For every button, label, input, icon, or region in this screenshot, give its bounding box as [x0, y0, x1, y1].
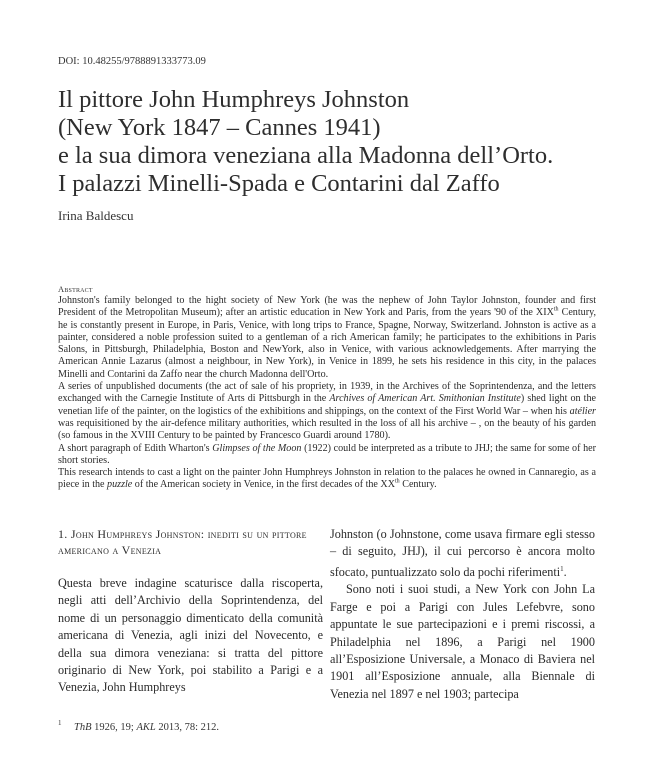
right-paragraph-1: Johnston (o Johnstone, come usava firmare egli stesso – di seguito, JHJ), il cui percorso è ancora molto sfocato, puntualizzato solo da pochi riferimenti$^1$. [330, 527, 595, 579]
left-paragraph: Questa breve indagine scaturisce dalla riscoperta, negli atti dell’Archivio della Soprintendenza, del nome di un personaggio dimenticato della comunità americana di Venezia, agli inizi del Novecento, e della sua dimora veneziana: si tratta del pittore originario di New York, poi stabilito a Parigi e a Venezia, John Humphreys [58, 576, 323, 695]
title-line-1: Il pittore John Humphreys Johnston [58, 86, 410, 113]
article-title [58, 86, 618, 198]
abstract-paragraph-1: Johnston's family belonged to the hight society of New York (he was the nephew of John Taylor Johnston, founder and first President of the Metropolitan Museum); after an artistic education in New York and Paris, from the years '90 of the XIXth Century, he is constantly present in Europe, in Paris, Venice, with long trips to France, Spagne, Norway, Switzerland. Johnston is active as a painter, considered a noble profession suited to a gentleman of a rich American family; he participates to the exhibitions in Paris Salons, in Pittsburgh, Philadelphia, Boston and NewYork, also in Venice, with various acknowledgements. After marrying the American Annie Lazarus (almost a neighbour, in New York), in Venice in 1899, he sets his residence in this city, in the palaces Minelli and Contarini da Zaffo near the church Madonna dell'Orto. [58, 295, 596, 380]
title-line-3: e la sua dimora veneziana alla Madonna dell’Orto. [58, 142, 554, 169]
abstract-paragraph-4: This research intends to cast a light on the painter John Humphreys Johnston in relation to the palaces he owned in Cannaregio, as a piece in the puzzle of the American society in Venice, in the first decades of the XXth Century. [58, 467, 596, 491]
abstract-paragraph-2: A series of unpublished documents (the act of sale of his propriety, in 1939, in the Archives of the Soprintendenza, and the letters exchanged with the Carnegie Institute of Arts di Pittsburgh in the Archives of American Art. Smithonian Institute) shed light on the venetian life of the painter, on the logistics of the exhibitions and shippings, on the context of the First World War – when his atélier was requisitioned by the air-defence military authorities, which resulted in the loss of all his archive – , on the beauty of his garden (so famous in the XVIII Century to be painted by Francesco Guardi around 1780). [58, 381, 596, 442]
right-paragraph-2: Sono noti i suoi studi, a New York con John La Farge e poi a Parigi con Jules Lefebvre, sono appuntate le sue partecipazioni e i premi riscossi, a Philadelphia nel 1896, a Parigi nel 1900 all’Esposizione Universale, a Monaco di Baviera nel 1901 all’Esposizione annuale, alla Biennale di Venezia nel 1897 e nel 1903; partecipa [330, 582, 595, 701]
left-column [58, 526, 323, 697]
footnote: 1 ThB 1926, 19; AKL 2013, 78: 212. [58, 719, 219, 733]
title-line-2: (New York 1847 – Cannes 1941) [58, 114, 381, 141]
section-heading: 1. John Humphreys Johnston: inediti su un pittore americano a Venezia [58, 527, 307, 557]
footnote-mark: 1 [58, 719, 62, 727]
abstract-heading: Abstract [58, 284, 93, 294]
right-column [330, 526, 595, 703]
author-name: Irina Baldescu [58, 208, 134, 223]
title-line-4: I palazzi Minelli-Spada e Contarini dal Zaffo [58, 170, 500, 197]
abstract-body [58, 295, 596, 492]
footnote-ref[interactable]: 1 [560, 564, 564, 573]
abstract-paragraph-3: A short paragraph of Edith Wharton's Glimpses of the Moon (1922) could be interpreted as a tribute to JHJ; the same for some of her short stories. [58, 442, 596, 466]
doi-line: DOI: 10.48255/9788891333773.09 [58, 56, 206, 67]
